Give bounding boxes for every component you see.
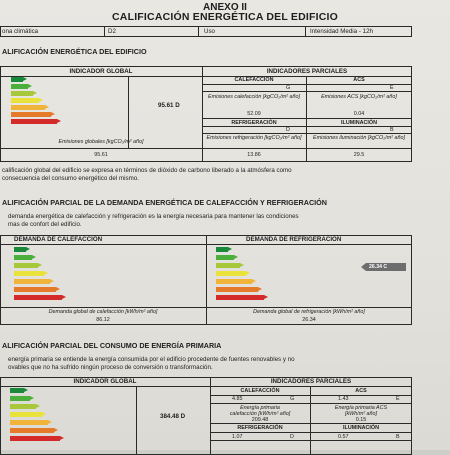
- s3-bar-f: [10, 428, 54, 433]
- calef-bar-c: [14, 263, 38, 268]
- s1-acs-emis-label: Emisiones ACS [kgCO₂/m² año]: [321, 94, 397, 100]
- s1-acs-letter: E: [390, 85, 394, 91]
- s1-calef-letter: G: [286, 85, 291, 91]
- calef-bar-e: [14, 279, 50, 284]
- s1-ilum-label: ILUMINACIÓN: [341, 120, 377, 126]
- s3-calef-label: CALEFACCIÓN: [240, 388, 280, 394]
- s3-partial-header: INDICADORES PARCIALES: [270, 378, 352, 385]
- s3-global-value: 384.48 D: [160, 413, 186, 420]
- s1-note-line2: consecuencia del consumo energético del mismo.: [2, 175, 139, 182]
- scale-bar-f: [11, 112, 51, 117]
- refrig-global-value: 26.34: [302, 317, 316, 323]
- s3-bar-b: [10, 396, 30, 401]
- calef-bar-b: [14, 255, 32, 260]
- s2-desc-line2: mas de confort del edificio.: [8, 221, 82, 228]
- s1-ilum-value: 29.5: [353, 152, 365, 158]
- scale-bar-b: [11, 84, 28, 89]
- s2-desc-line1: demanda energética de calefacción y refrigeración es la energía necesaria para mantener las condiciones: [8, 213, 299, 220]
- s1-refrig-label: REFRIGERACIÓN: [231, 120, 277, 126]
- calef-global-value: 86.12: [96, 317, 110, 323]
- s1-calef-emis-label: Emisiones calefacción [kgCO₂/m² año]: [208, 94, 300, 100]
- s3-refrig-label: REFRIGERACIÓN: [237, 425, 283, 431]
- document-title: CALIFICACIÓN ENERGÉTICA DEL EDIFICIO: [112, 11, 338, 23]
- s1-global-emis-label: Emisiones globales [kgCO₂/m² año]: [58, 139, 144, 145]
- s3-ilum-value: 0.57: [338, 434, 349, 440]
- s1-acs-value: 0.04: [353, 111, 365, 117]
- calef-global-label: Demanda global de calefacción [kWh/m² año]: [48, 309, 158, 315]
- s3-desc-line1: energía primaria se entiende la energía consumida por el edificio procedente de fuentes renovables y no: [8, 356, 295, 363]
- refrig-demand-arrow: 26.34 C: [366, 263, 406, 271]
- s3-calef-letter: G: [290, 396, 295, 402]
- s3-acs-label: ACS: [355, 388, 367, 394]
- scale-bar-g: [11, 119, 57, 124]
- s3-refrig-letter: D: [290, 434, 294, 440]
- s3-acs-letter: E: [396, 396, 400, 402]
- s1-refrig-letter: D: [286, 127, 290, 133]
- refrig-bar-g: [216, 295, 264, 300]
- calef-demand-header: DEMANDA DE CALEFACCIÓN: [14, 236, 103, 243]
- section3-title: ALIFICACIÓN PARCIAL DEL CONSUMO DE ENERGÍA PRIMARIA: [2, 341, 222, 350]
- scale-bar-c: [11, 91, 33, 96]
- s3-acs-energy-label-1: Energía primaria ACS: [334, 405, 388, 411]
- s1-calef-label: CALEFACCIÓN: [234, 77, 274, 83]
- calef-bar-a: [14, 247, 26, 252]
- s3-calef-energy-value: 209.48: [251, 417, 269, 423]
- s3-calef-energy-label-1: Energía primaria: [240, 405, 280, 411]
- s3-bar-c: [10, 404, 36, 409]
- s3-refrig-value: 1.07: [232, 434, 243, 440]
- calef-bar-f: [14, 287, 56, 292]
- s3-acs-energy-value: 0.15: [355, 417, 367, 423]
- use-value: Intensidad Media - 12h: [310, 28, 373, 35]
- scale-bar-d: [11, 98, 39, 103]
- s3-bar-e: [10, 420, 48, 425]
- climate-zone-label: ona climática: [2, 28, 39, 35]
- s3-desc-line2: ovables que no ha sufrido ningún proceso de conversión o transformación.: [8, 364, 213, 371]
- section1-title: ALIFICACIÓN ENERGÉTICA DEL EDIFICIO: [2, 47, 147, 56]
- refrig-bar-e: [216, 279, 252, 284]
- s3-acs-value: 1.43: [338, 396, 349, 402]
- refrig-bar-a: [216, 247, 228, 252]
- refrig-bar-d: [216, 271, 246, 276]
- s1-refrig-value: 13.86: [247, 152, 261, 158]
- refrig-bar-b: [216, 255, 234, 260]
- s1-ilum-emis-label: Emisiones iluminación [kgCO₂/m² año]: [313, 135, 405, 141]
- s3-ilum-letter: B: [396, 434, 400, 440]
- s1-refrig-emis-label: Emisiones refrigeración [kgCO₂/m² año]: [206, 135, 302, 141]
- s3-bar-a: [10, 388, 24, 393]
- use-label: Uso: [204, 28, 216, 35]
- refrig-bar-c: [216, 263, 240, 268]
- s3-calef-energy-label-2: calefacción [kWh/m² año]: [229, 411, 291, 417]
- s3-bar-d: [10, 412, 42, 417]
- s3-ilum-label: ILUMINACIÓN: [343, 425, 379, 431]
- s1-note-line1: calificación global del edificio se expresa en términos de dióxido de carbono liberado a la atmósfera como: [2, 167, 292, 174]
- s3-acs-energy-label-2: [kWh/m² año]: [344, 411, 378, 417]
- refrig-bar-f: [216, 287, 258, 292]
- s1-global-header: INDICADOR GLOBAL: [69, 68, 133, 75]
- s1-acs-label: ACS: [353, 77, 365, 83]
- scale-bar-e: [11, 105, 45, 110]
- s3-global-header: INDICADOR GLOBAL: [73, 378, 137, 385]
- calef-bar-g: [14, 295, 62, 300]
- section2-title: ALIFICACIÓN PARCIAL DE LA DEMANDA ENERGÉTICA DE CALEFACCIÓN Y REFRIGERACIÓN: [2, 198, 327, 207]
- annex-label: ANEXO II: [203, 2, 247, 13]
- s1-partial-header: INDICADORES PARCIALES: [266, 68, 348, 75]
- s1-global-emis-value: 95.61: [94, 152, 108, 158]
- refrig-global-label: Demanda global de refrigeración [kWh/m² año]: [253, 309, 365, 315]
- scale-bar-a: [11, 77, 23, 82]
- s3-calef-value: 4.85: [232, 396, 243, 402]
- s1-global-value: 95.61 D: [158, 102, 180, 109]
- s1-ilum-letter: B: [390, 127, 394, 133]
- s3-bar-g: [10, 436, 60, 441]
- refrig-demand-header: DEMANDA DE REFRIGERACIÓN: [246, 236, 342, 243]
- calef-bar-d: [14, 271, 44, 276]
- s1-calef-value: 52.09: [247, 111, 261, 117]
- climate-zone-value: D2: [108, 28, 116, 35]
